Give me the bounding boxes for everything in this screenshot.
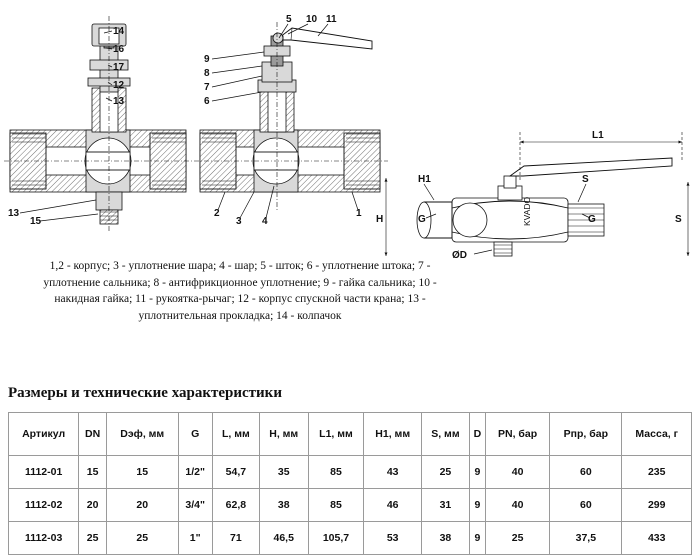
callout-label-2: 2 [214,208,220,219]
dim-label-S-right: S [582,174,589,185]
callout-label-16: 16 [113,44,125,55]
dim-label-L1: L1 [592,130,604,141]
col-header-text: Dэф, мм [120,427,165,440]
callout-label-13b: 13 [8,208,20,219]
callout-label-17: 17 [113,62,125,73]
dim-label-H: H [376,214,384,225]
left-section-view [4,16,192,232]
col-mass [622,413,692,456]
cell-s: 25 [422,456,470,489]
col-l1 [308,413,364,456]
callout-label-8: 8 [204,68,210,79]
technical-drawing [0,0,700,258]
col-header-text: D [473,427,482,440]
callout-3 [236,192,254,227]
dim-label-S-left: H1 [418,174,431,185]
col-header-text: G [191,427,200,440]
cell-pn: 25 [485,522,549,555]
cell-rpr: 37,5 [550,522,622,555]
callout-2 [214,192,225,219]
brand-text: KVADO [522,196,532,226]
callout-label-10: 10 [306,14,318,25]
cell-l: 71 [212,522,259,555]
callout-label-12: 12 [113,80,125,91]
col-header-text: L, мм [221,427,250,440]
callout-label-3: 3 [236,216,242,227]
cell-g: 1/2" [178,456,212,489]
dim-label-G-right: G [588,214,596,225]
col-header-text: Масса, г [635,427,678,440]
cell-h: 35 [259,456,308,489]
page-title: Размеры и технические характеристики [8,385,282,401]
cell-d: 9 [469,489,485,522]
cell-deff: 20 [106,489,178,522]
callout-label-7: 7 [204,82,210,93]
cell-g: 3/4" [178,489,212,522]
callout-7 [204,76,262,93]
col-header-text: H, мм [269,427,299,440]
callout-label-13: 13 [113,96,125,107]
callout-label-15: 15 [30,216,42,227]
cell-rpr: 60 [550,456,622,489]
col-l [212,413,259,456]
callout-15 [30,214,98,227]
table-header-row [9,413,692,456]
cell-l1: 85 [308,489,364,522]
cell-mass: 299 [622,489,692,522]
callout-label-14: 14 [113,26,125,37]
cell-l1: 85 [308,456,364,489]
legend-text: 1,2 - корпус; 3 - уплотнение шара; 4 - шар; 5 - шток; 6 - уплотнение штока; 7 - уплотнение сальника; 8 - антифрикционное уплотнение; 9 - гайка сальника; 10 - накидная гайка; 11 - рукоятка-рычаг; 12 - корпус спускной части крана; 13 - уплотнительная прокладка; 14 - колпачок [43,260,437,323]
cell-h1: 43 [364,456,422,489]
cell-mass: 433 [622,522,692,555]
dim-label-OD: ØD [452,250,467,258]
cell-article: 1112-01 [9,456,79,489]
col-header-text: DN [85,427,101,440]
middle-section-view [194,14,388,227]
callout-label-11: 11 [326,14,337,25]
table-row [9,456,692,489]
table-row [9,522,692,555]
col-header-text: Рпр, бар [563,427,608,440]
right-dimension-view [376,130,688,258]
cell-article: 1112-03 [9,522,79,555]
col-header-text: PN, бар [498,427,538,440]
cell-h1: 53 [364,522,422,555]
callout-11 [318,14,337,36]
callout-label-4: 4 [262,216,268,227]
col-header-text: S, мм [431,427,460,440]
col-h [259,413,308,456]
dim-label-H1: S [675,214,682,225]
table-row [9,489,692,522]
cell-g: 1" [178,522,212,555]
cell-d: 9 [469,456,485,489]
callout-1 [352,192,362,219]
col-d [469,413,485,456]
cell-s: 38 [422,522,470,555]
cell-mass: 235 [622,456,692,489]
dim-label-G-left: G [418,214,426,225]
cell-dn: 20 [79,489,107,522]
specs-table [8,412,692,555]
cell-dn: 15 [79,456,107,489]
cell-h: 46,5 [259,522,308,555]
callout-5 [279,14,292,38]
col-pn [485,413,549,456]
col-g [178,413,212,456]
callout-9 [204,52,264,65]
callout-label-6: 6 [204,96,210,107]
cell-s: 31 [422,489,470,522]
cell-deff: 25 [106,522,178,555]
cell-h: 38 [259,489,308,522]
cell-pn: 40 [485,456,549,489]
col-header-text: Артикул [22,427,66,440]
col-rpr [550,413,622,456]
col-header-text: L1, мм [319,427,353,440]
col-dn [79,413,107,456]
callout-6 [204,92,262,107]
cell-h1: 46 [364,489,422,522]
col-deff [106,413,178,456]
cell-article: 1112-02 [9,489,79,522]
col-article [9,413,79,456]
cell-d: 9 [469,522,485,555]
callout-label-9: 9 [204,54,210,65]
callout-label-1: 1 [356,208,362,219]
callout-label-5: 5 [286,14,292,25]
cell-rpr: 60 [550,489,622,522]
col-s [422,413,470,456]
cell-l: 62,8 [212,489,259,522]
cell-dn: 25 [79,522,107,555]
col-header-text: H1, мм [375,427,411,440]
cell-deff: 15 [106,456,178,489]
cell-l1: 105,7 [308,522,364,555]
cell-l: 54,7 [212,456,259,489]
col-h1 [364,413,422,456]
cell-pn: 40 [485,489,549,522]
callout-8 [204,66,262,79]
